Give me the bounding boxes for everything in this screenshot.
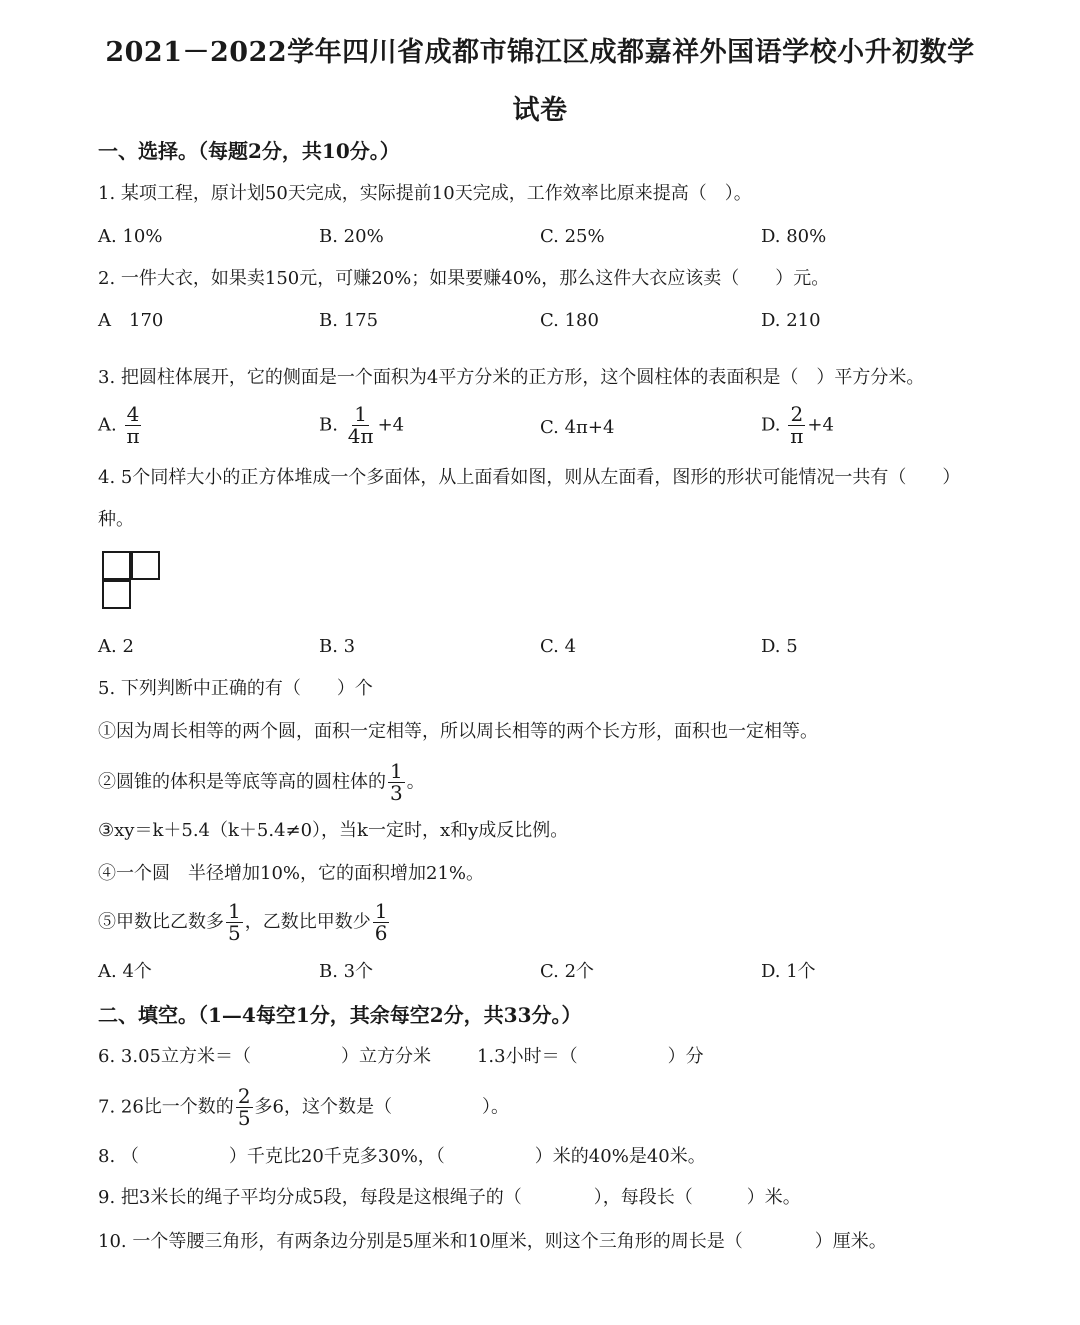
q3-b-label: B. xyxy=(319,414,338,436)
statement-5 xyxy=(98,901,391,944)
q5-option-d: D. 1个 xyxy=(761,961,816,982)
statement-2-text: ②圆锥的体积是等底等高的圆柱体的 xyxy=(98,771,386,793)
question-1: 1. 某项工程，原计划50天完成，实际提前10天完成，工作效率比原来提高（ ）。 xyxy=(98,183,752,204)
question-10: 10. 一个等腰三角形，有两条边分别是5厘米和10厘米，则这个三角形的周长是（ ）厘米。 xyxy=(98,1231,887,1252)
question-5: 5. 下列判断中正确的有（ ）个 xyxy=(98,678,373,699)
question-4: 4. 5个同样大小的正方体堆成一个多面体，从上面看如图，则从左面看，图形的形状可能情况一共有（ ） xyxy=(98,467,961,488)
q1-option-a: A. 10% xyxy=(98,226,163,247)
q4-option-a: A. 2 xyxy=(98,636,134,657)
q5-option-a: A. 4个 xyxy=(98,961,152,982)
page-title-line2: 试卷 xyxy=(512,95,568,126)
statement-2 xyxy=(98,761,425,804)
q3-option-a xyxy=(98,404,144,447)
numerator: 1 xyxy=(374,899,388,923)
numerator: 1 xyxy=(390,759,403,783)
question-7-end: 多6，这个数是（ ）。 xyxy=(254,1096,509,1118)
q3-option-c: C. 4π+4 xyxy=(540,417,615,438)
question-6-part2: 1.3小时＝（ ）分 xyxy=(476,1046,704,1067)
question-7 xyxy=(98,1086,509,1129)
q3-d-tail: +4 xyxy=(807,414,834,436)
statement-4: ④一个圆 半径增加10%，它的面积增加21%。 xyxy=(98,863,485,884)
denominator: 5 xyxy=(228,921,241,945)
q1-option-d: D. 80% xyxy=(761,226,827,247)
fraction xyxy=(388,761,405,804)
numerator: 2 xyxy=(790,402,804,426)
question-4-continued: 种。 xyxy=(98,509,134,530)
numerator: 1 xyxy=(354,402,367,426)
fraction xyxy=(236,1086,253,1129)
question-6-part1: 6. 3.05立方米＝（ ）立方分米 xyxy=(98,1046,431,1067)
statement-1: ①因为周长相等的两个圆，面积一定相等，所以周长相等的两个长方形，面积也一定相等。 xyxy=(98,721,818,742)
q2-option-c: C. 180 xyxy=(540,310,599,331)
statement-5-mid: ，乙数比甲数少 xyxy=(244,911,371,933)
question-7-text: 7. 26比一个数的 xyxy=(98,1096,234,1118)
question-9: 9. 把3米长的绳子平均分成5段，每段是这根绳子的（ ），每段长（ ）米。 xyxy=(98,1187,801,1208)
fraction xyxy=(788,404,805,447)
denominator: 3 xyxy=(390,781,403,805)
section-heading-choice: 一、选择。（每题2分，共10分。） xyxy=(98,139,400,163)
question-6 xyxy=(98,1048,704,1066)
question-8: 8. （ ）千克比20千克多30%，（ ）米的40%是40米。 xyxy=(98,1146,706,1167)
q5-option-b: B. 3个 xyxy=(319,961,374,982)
q2-option-d: D. 210 xyxy=(761,310,821,331)
q3-b-tail: +4 xyxy=(377,414,405,436)
numerator: 2 xyxy=(237,1084,251,1108)
q4-option-b: B. 3 xyxy=(319,636,356,657)
fraction xyxy=(226,901,243,944)
fraction xyxy=(124,404,141,447)
q4-option-d: D. 5 xyxy=(761,636,798,657)
figure-square xyxy=(102,551,131,580)
section-heading-fill: 二、填空。（1—4每空1分，其余每空2分，共33分。） xyxy=(98,1003,582,1027)
fraction xyxy=(346,404,376,447)
denominator: 4π xyxy=(347,424,374,448)
q2-option-b: B. 175 xyxy=(319,310,379,331)
denominator: π xyxy=(790,424,804,448)
q5-option-c: C. 2个 xyxy=(540,961,595,982)
question-2: 2. 一件大衣，如果卖150元，可赚20%；如果要赚40%，那么这件大衣应该卖（ ）元。 xyxy=(98,268,830,289)
figure-square xyxy=(102,580,131,609)
q1-option-c: C. 25% xyxy=(540,226,605,247)
q4-option-c: C. 4 xyxy=(540,636,577,657)
denominator: 6 xyxy=(374,921,388,945)
numerator: 1 xyxy=(228,899,241,923)
q3-option-b xyxy=(319,404,404,447)
q1-option-b: B. 20% xyxy=(319,226,384,247)
statement-3: ③xy＝k＋5.4（k＋5.4≠0），当k一定时，x和y成反比例。 xyxy=(98,820,569,841)
q3-option-d xyxy=(761,404,834,447)
figure-square xyxy=(131,551,160,580)
denominator: 5 xyxy=(237,1106,251,1130)
numerator: 4 xyxy=(126,402,140,426)
question-3: 3. 把圆柱体展开，它的侧面是一个面积为4平方分米的正方形，这个圆柱体的表面积是（ ）平方分米。 xyxy=(98,367,925,388)
q3-a-label: A. xyxy=(98,414,117,436)
fraction xyxy=(373,901,390,944)
top-view-figure xyxy=(102,551,164,613)
q2-option-a: A 170 xyxy=(98,310,164,331)
page-title: 2021－2022学年四川省成都市锦江区成都嘉祥外国语学校小升初数学 xyxy=(105,37,975,68)
denominator: π xyxy=(126,424,140,448)
statement-2-end: 。 xyxy=(406,771,425,793)
statement-5-text: ⑤甲数比乙数多 xyxy=(98,911,224,933)
q3-d-label: D. xyxy=(761,414,781,436)
